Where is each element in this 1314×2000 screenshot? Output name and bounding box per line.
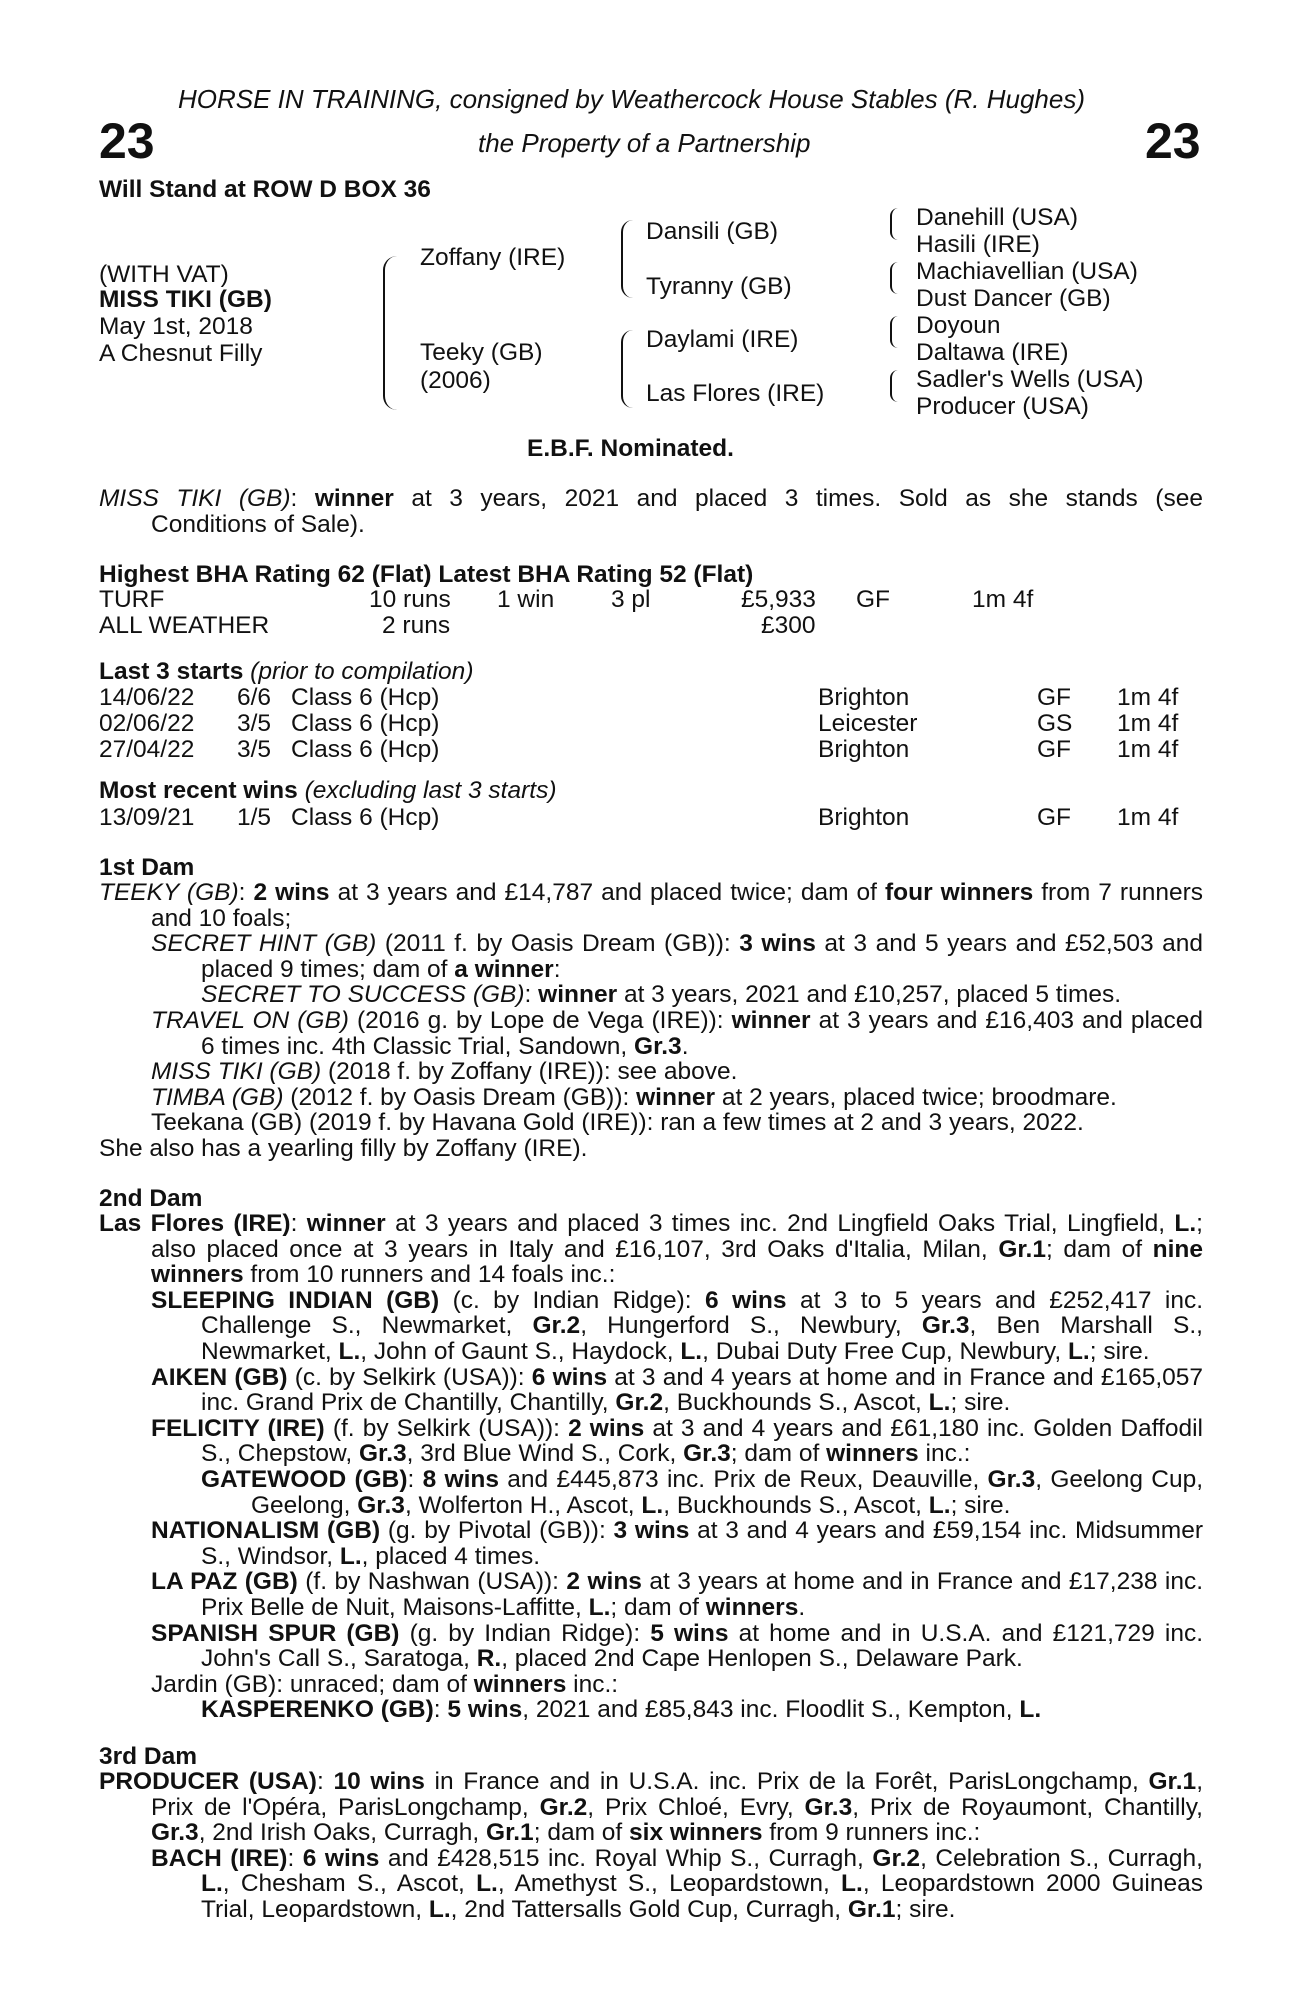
run-distance: 1m 4f — [1117, 804, 1179, 831]
produce-entry: SECRET TO SUCCESS (GB): winner at 3 years, 2021 and £10,257, placed 5 times. — [201, 981, 1122, 1009]
header-line-2: the Property of a Partnership — [478, 128, 811, 158]
horse-name: TRAVEL ON (GB) — [151, 1006, 349, 1034]
horse-name: Las Flores (IRE) — [99, 1210, 291, 1237]
run-going: GF — [1037, 684, 1072, 711]
produce-entry: Jardin (GB): unraced; dam of winners inc.: — [151, 1670, 619, 1698]
run-date: 02/06/22 — [99, 710, 195, 737]
pedigree-brace-sire — [621, 220, 635, 298]
run-course: Brighton — [818, 804, 910, 831]
dam2-entry: Las Flores (IRE): winner at 3 years and placed 3 times inc. 2nd Lingfield Oaks Trial, Lingfield, L.; also placed once at 3 years in Italy and £16,107, 3rd Oaks d'Italia, Milan, Gr.1; dam of nine winners from 10 runners and 14 foals inc.: — [99, 1210, 1203, 1289]
produce-entry: LA PAZ (GB) (f. by Nashwan (USA)): 2 wins at 3 years at home and in France and £17,238 inc. Prix Belle de Nuit, Maisons-Laffitte, L.; dam of winners. — [151, 1568, 1204, 1621]
horse-name: NATIONALISM (GB) — [151, 1517, 381, 1545]
horse-name: BACH (IRE) — [151, 1844, 288, 1872]
horse-description: A Chesnut Filly — [99, 340, 263, 367]
run-distance: 1m 4f — [1117, 710, 1179, 737]
horse-name: TEEKY (GB) — [99, 879, 239, 906]
run-course: Brighton — [818, 684, 910, 711]
run-race: Class 6 (Hcp) — [291, 710, 440, 737]
run-position: 6/6 — [237, 684, 272, 711]
ratings-prize: £300 — [761, 612, 816, 639]
dam3-title: 3rd Dam — [99, 1743, 198, 1770]
run-going: GF — [1037, 804, 1072, 831]
horse-name: KASPERENKO (GB) — [201, 1696, 434, 1724]
run-position: 1/5 — [237, 804, 272, 831]
ratings-title: Highest BHA Rating 62 (Flat) Latest BHA Rating 52 (Flat) — [99, 561, 754, 588]
pedigree-gen3-2: Hasili (IRE) — [916, 231, 1040, 258]
recent-wins-heading — [99, 778, 556, 804]
pedigree-brace-g3-2 — [890, 262, 904, 294]
horse-name: PRODUCER (USA) — [99, 1768, 317, 1795]
horse-name: LA PAZ (GB) — [151, 1568, 298, 1596]
foaling-date: May 1st, 2018 — [99, 313, 253, 340]
ratings-prize: £5,933 — [741, 586, 816, 613]
run-going: GF — [1037, 736, 1072, 763]
produce-entry: AIKEN (GB) (c. by Selkirk (USA)): 6 wins at 3 and 4 years at home and in France and £165,057 inc. Grand Prix de Chantilly, Chantilly, Gr.2, Buckhounds S., Ascot, L.; sire. — [151, 1363, 1204, 1417]
pedigree-brace-main — [383, 256, 397, 410]
produce-entry: Teekana (GB) (2019 f. by Havana Gold (IRE)): ran a few times at 2 and 3 years, 2022. — [151, 1109, 1084, 1137]
run-race: Class 6 (Hcp) — [291, 736, 440, 763]
pedigree-gen2-1: Dansili (GB) — [646, 218, 779, 245]
dam3-entry: PRODUCER (USA): 10 wins in France and in U.S.A. inc. Prix de la Forêt, ParisLongchamp, Gr.1, Prix de l'Opéra, ParisLongchamp, Gr.2, Prix Chloé, Evry, Gr.3, Prix de Royaumont, Chantilly, Gr.3, 2nd Irish Oaks, Curragh, Gr.1; dam of six winners from 9 runners inc.: — [99, 1768, 1203, 1847]
pedigree-brace-g3-4 — [890, 370, 904, 402]
pedigree-gen3-1: Danehill (USA) — [916, 204, 1079, 231]
dam1-note: She also has a yearling filly by Zoffany (IRE). — [99, 1134, 588, 1162]
pedigree-dam: Teeky (GB) — [420, 339, 543, 366]
pedigree-brace-dam — [621, 330, 635, 408]
dam2-title: 2nd Dam — [99, 1185, 203, 1212]
dam2-section — [99, 1211, 1203, 1723]
produce-entry: BACH (IRE): 6 wins and £428,515 inc. Royal Whip S., Curragh, Gr.2, Celebration S., Curragh, L., Chesham S., Ascot, L., Amethyst S., Leopardstown, L., Leopardstown 2000 Guineas Trial, Leopardstown, L., 2nd Tattersalls Gold Cup, Curragh, Gr.1; sire. — [151, 1844, 1203, 1923]
pedigree-gen2-4: Las Flores (IRE) — [646, 380, 825, 407]
dam1-title: 1st Dam — [99, 854, 195, 881]
ratings-placed: 3 pl — [611, 586, 651, 613]
summary-rest-1: at 3 years, 2021 and placed 3 times. Sold as she stands (see — [393, 485, 1203, 512]
lot-number-left: 23 — [99, 113, 155, 169]
stand-location: Will Stand at ROW D BOX 36 — [99, 176, 431, 203]
produce-entry: FELICITY (IRE) (f. by Selkirk (USA)): 2 wins at 3 and 4 years and £61,180 inc. Golden Daffodil S., Chepstow, Gr.3, 3rd Blue Wind S., Cork, Gr.3; dam of winners inc.: — [151, 1414, 1203, 1468]
horse-name: FELICITY (IRE) — [151, 1414, 325, 1442]
pedigree-brace-g3-3 — [890, 316, 904, 348]
run-date: 13/09/21 — [99, 804, 195, 831]
run-going: GS — [1037, 710, 1073, 737]
horse-name: SLEEPING INDIAN (GB) — [151, 1286, 440, 1314]
run-race: Class 6 (Hcp) — [291, 684, 440, 711]
horse-name: MISS TIKI (GB) — [151, 1058, 322, 1086]
ratings-wins: 1 win — [497, 586, 555, 613]
ratings-surface: ALL WEATHER — [99, 612, 270, 639]
vat-note: (WITH VAT) — [99, 261, 229, 288]
run-date: 14/06/22 — [99, 684, 195, 711]
run-distance: 1m 4f — [1117, 684, 1179, 711]
run-distance: 1m 4f — [1117, 736, 1179, 763]
horse-name: MISS TIKI (GB) — [99, 286, 272, 313]
pedigree-dam-year: (2006) — [420, 367, 491, 394]
run-course: Leicester — [818, 710, 918, 737]
last3-note: (prior to compilation) — [250, 658, 474, 685]
produce-entry: TIMBA (GB) (2012 f. by Oasis Dream (GB)): winner at 2 years, placed twice; broodmare. — [151, 1083, 1117, 1111]
ratings-distance: 1m 4f — [972, 586, 1034, 613]
summary-bold: winner — [314, 485, 394, 512]
pedigree-sire: Zoffany (IRE) — [420, 244, 566, 271]
horse-name: SECRET HINT (GB) — [151, 930, 377, 958]
run-date: 27/04/22 — [99, 736, 195, 763]
pedigree-gen2-2: Tyranny (GB) — [646, 273, 792, 300]
produce-entry: KASPERENKO (GB): 5 wins, 2021 and £85,843 inc. Floodlit S., Kempton, L. — [201, 1696, 1042, 1724]
pedigree-gen2-3: Daylami (IRE) — [646, 326, 799, 353]
ratings-runs: 2 runs — [382, 612, 451, 639]
pedigree-gen3-3: Machiavellian (USA) — [916, 258, 1138, 285]
run-position: 3/5 — [237, 736, 272, 763]
dam1-entry: TEEKY (GB): 2 wins at 3 years and £14,787 and placed twice; dam of four winners from 7 runners and 10 foals; — [99, 879, 1203, 932]
ratings-surface: TURF — [99, 586, 165, 613]
last3-title: Last 3 starts — [99, 658, 244, 685]
pedigree-brace-g3-1 — [890, 208, 904, 240]
pedigree-gen3-4: Dust Dancer (GB) — [916, 285, 1111, 312]
summary-line-1: MISS TIKI (GB): winner at 3 years, 2021 and placed 3 times. Sold as she stands (see — [99, 485, 1203, 512]
header-line-1: HORSE IN TRAINING, consigned by Weathercock House Stables (R. Hughes) — [178, 84, 1085, 114]
dam3-section — [99, 1769, 1203, 1923]
ebf-nominated: E.B.F. Nominated. — [527, 435, 734, 462]
dam1-section — [99, 880, 1203, 1162]
horse-name: SPANISH SPUR (GB) — [151, 1619, 400, 1647]
produce-entry: SPANISH SPUR (GB) (g. by Indian Ridge): 5 wins at home and in U.S.A. and £121,729 inc. John's Call S., Saratoga, R., placed 2nd Cape Henlopen S., Delaware Park. — [151, 1619, 1204, 1673]
summary-line-2: Conditions of Sale). — [151, 511, 365, 538]
produce-entry: GATEWOOD (GB): 8 wins and £445,873 inc. Prix de Reux, Deauville, Gr.3, Geelong Cup, Geelong, Gr.3, Wolferton H., Ascot, L., Buckhounds S., Ascot, L.; sire. — [201, 1465, 1203, 1519]
produce-entry: SLEEPING INDIAN (GB) (c. by Indian Ridge): 6 wins at 3 to 5 years and £252,417 inc. Challenge S., Newmarket, Gr.2, Hungerford S., Newbury, Gr.3, Ben Marshall S., Newmarket, L., John of Gaunt S., Haydock, L., Dubai Duty Free Cup, Newbury, L.; sire. — [151, 1286, 1204, 1365]
ratings-runs: 10 runs — [369, 586, 451, 613]
produce-entry: TRAVEL ON (GB) (2016 g. by Lope de Vega (IRE)): winner at 3 years and £16,403 and placed 6 times inc. 4th Classic Trial, Sandown, Gr.3. — [151, 1006, 1204, 1060]
pedigree-gen3-8: Producer (USA) — [916, 393, 1089, 420]
horse-name: AIKEN (GB) — [151, 1363, 288, 1391]
run-course: Brighton — [818, 736, 910, 763]
pedigree-gen3-7: Sadler's Wells (USA) — [916, 366, 1144, 393]
run-position: 3/5 — [237, 710, 272, 737]
last3-heading — [99, 659, 473, 685]
produce-entry: SECRET HINT (GB) (2011 f. by Oasis Dream (GB)): 3 wins at 3 and 5 years and £52,503 and placed 9 times; dam of a winner: — [151, 930, 1203, 983]
recent-wins-note: (excluding last 3 starts) — [304, 777, 557, 804]
lot-number-right: 23 — [1145, 113, 1201, 169]
pedigree-gen3-6: Daltawa (IRE) — [916, 339, 1069, 366]
horse-name: TIMBA (GB) — [151, 1083, 284, 1111]
produce-entry: MISS TIKI (GB) (2018 f. by Zoffany (IRE)): see above. — [151, 1058, 738, 1086]
produce-entry: NATIONALISM (GB) (g. by Pivotal (GB)): 3 wins at 3 and 4 years and £59,154 inc. Midsummer S., Windsor, L., placed 4 times. — [151, 1517, 1203, 1570]
summary-name: MISS TIKI (GB) — [99, 485, 291, 512]
ratings-going: GF — [856, 586, 891, 613]
run-race: Class 6 (Hcp) — [291, 804, 440, 831]
pedigree-gen3-5: Doyoun — [916, 312, 1001, 339]
horse-name: GATEWOOD (GB) — [201, 1465, 408, 1493]
recent-wins-title: Most recent wins — [99, 777, 298, 804]
horse-name: SECRET TO SUCCESS (GB) — [201, 981, 525, 1009]
